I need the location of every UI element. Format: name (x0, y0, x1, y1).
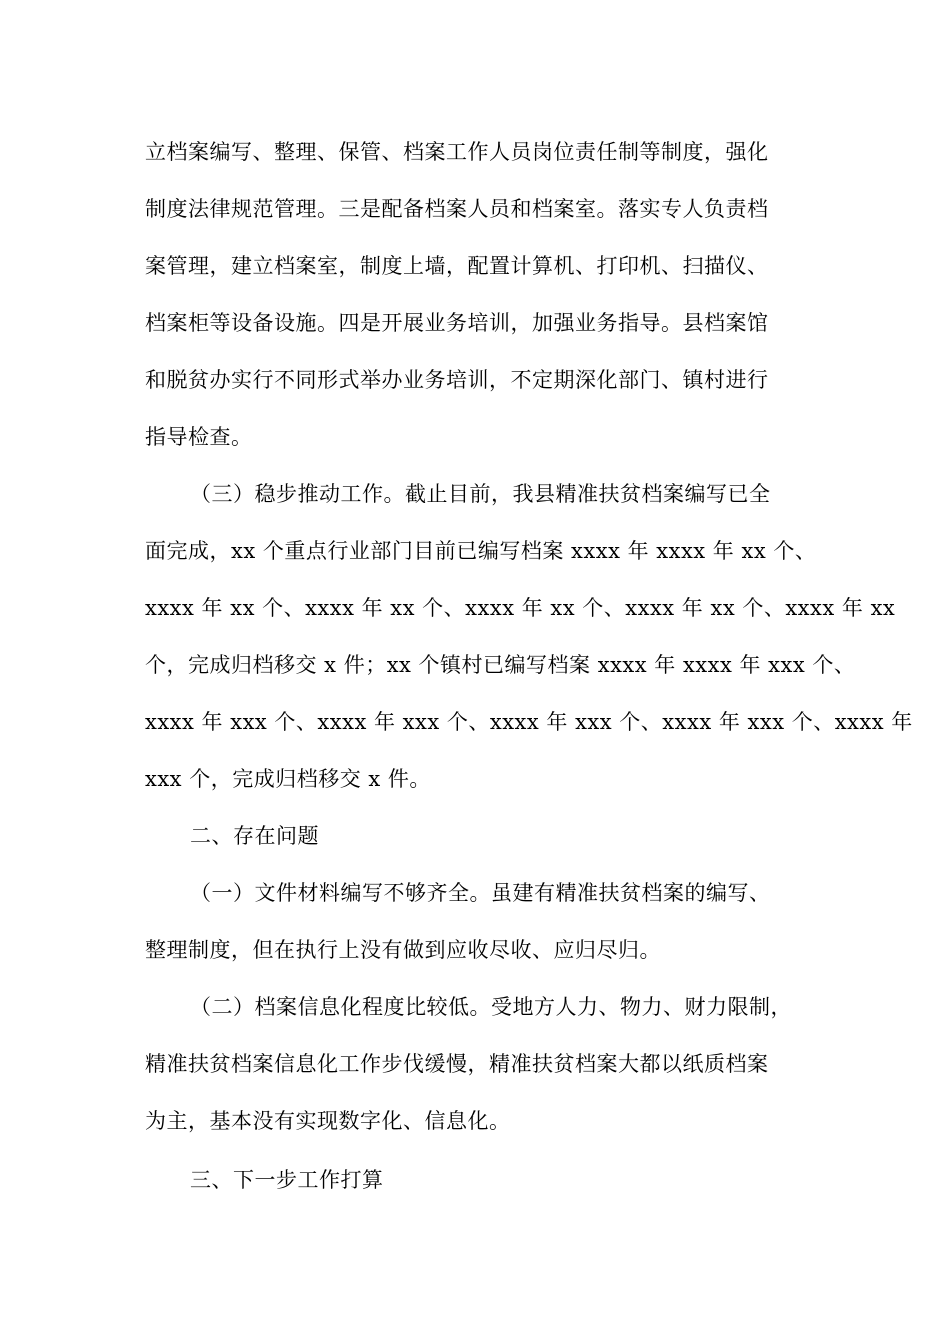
text-line: 整理制度，但在执行上没有做到应收尽收、应归尽归。 (145, 938, 661, 962)
paragraph-start-line: （一）文件材料编写不够齐全。虽建有精准扶贫档案的编写、 (190, 881, 771, 905)
text-line: 档案柜等设备设施。四是开展业务培训，加强业务指导。县档案馆 (145, 311, 769, 335)
text-line: xxx 个，完成归档移交 x 件。 (145, 767, 431, 791)
section-heading: 二、存在问题 (190, 824, 319, 848)
text-line: 案管理，建立档案室，制度上墙，配置计算机、打印机、扫描仪、 (145, 254, 769, 278)
text-line: xxxx 年 xxx 个、xxxx 年 xxx 个、xxxx 年 xxx 个、xxxx 年 xxx 个、xxxx 年 (145, 710, 913, 734)
text-line: 立档案编写、整理、保管、档案工作人员岗位责任制等制度，强化 (145, 140, 769, 164)
text-line: xxxx 年 xx 个、xxxx 年 xx 个、xxxx 年 xx 个、xxxx 年 xx 个、xxxx 年 xx (145, 596, 896, 620)
text-line: 面完成，xx 个重点行业部门目前已编写档案 xxxx 年 xxxx 年 xx 个、 (145, 539, 817, 563)
paragraph-start-line: （二）档案信息化程度比较低。受地方人力、物力、财力限制， (190, 995, 792, 1019)
text-line: 和脱贫办实行不同形式举办业务培训，不定期深化部门、镇村进行 (145, 368, 769, 392)
text-line: 制度法律规范管理。三是配备档案人员和档案室。落实专人负责档 (145, 197, 769, 221)
section-heading: 三、下一步工作打算 (190, 1168, 384, 1192)
text-line: 个，完成归档移交 x 件；xx 个镇村已编写档案 xxxx 年 xxxx 年 xxx 个、 (145, 653, 856, 677)
text-line: 为主，基本没有实现数字化、信息化。 (145, 1109, 511, 1133)
text-line: 指导检查。 (145, 425, 253, 449)
text-line: 精准扶贫档案信息化工作步伐缓慢，精准扶贫档案大都以纸质档案 (145, 1052, 769, 1076)
paragraph-start-line: （三）稳步推动工作。截止目前，我县精准扶贫档案编写已全 (190, 482, 771, 506)
